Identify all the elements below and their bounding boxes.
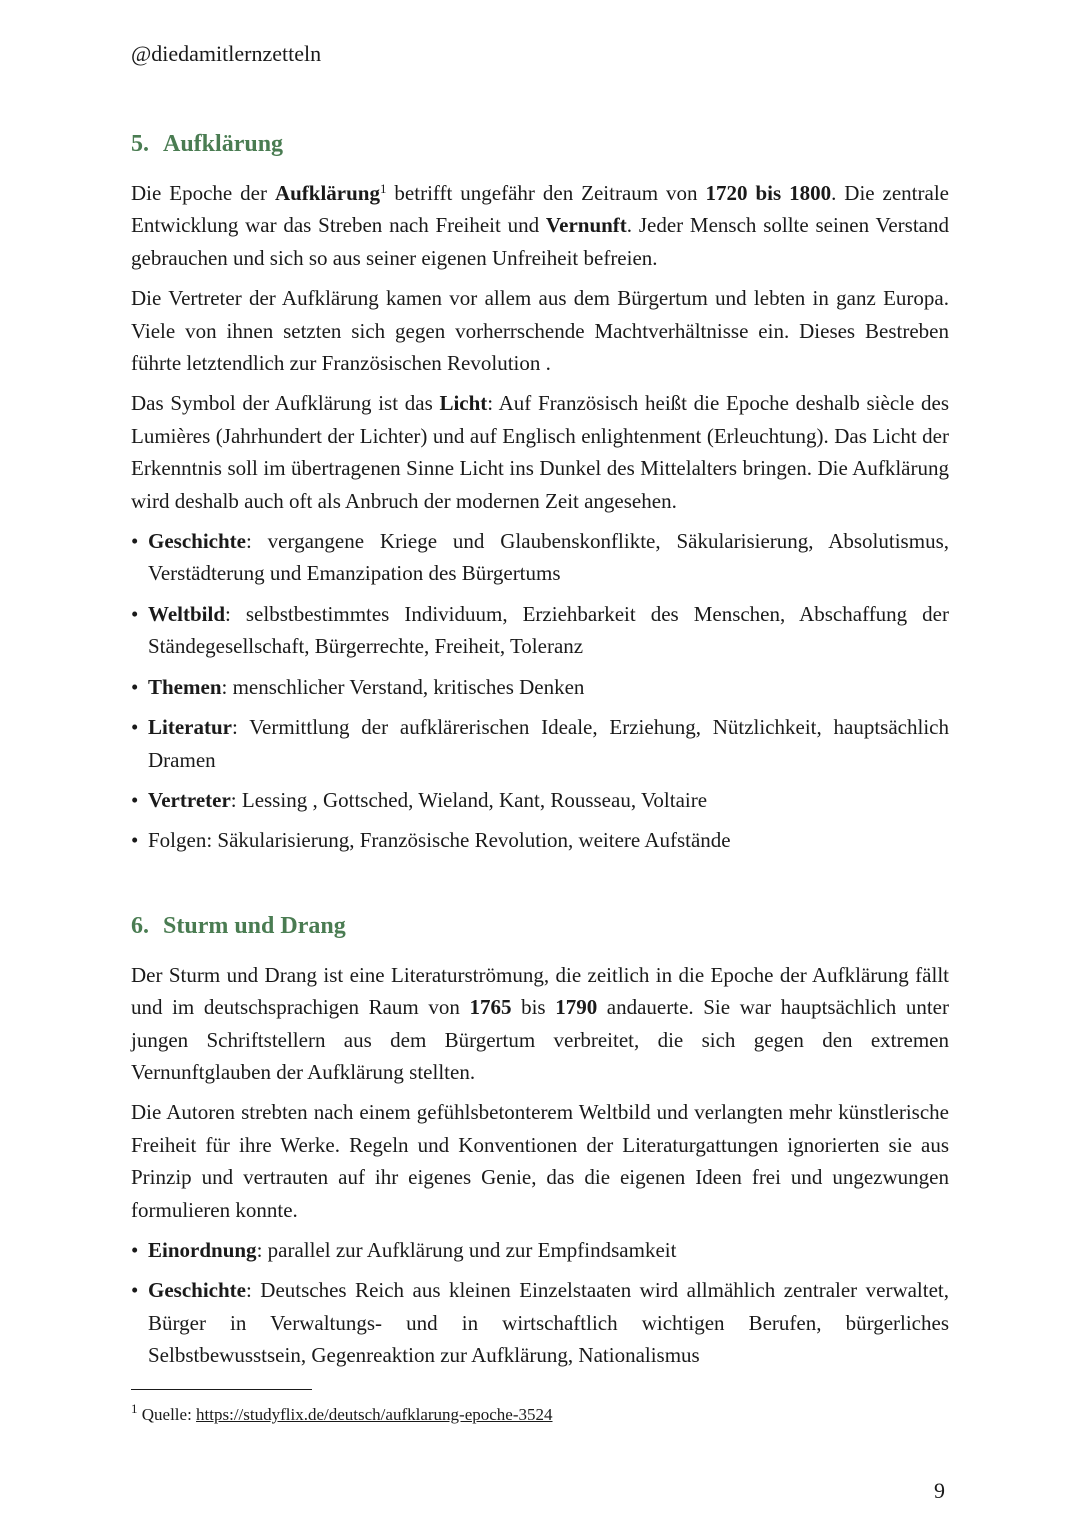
list-item-text: : menschlicher Verstand, kritisches Denken (221, 674, 585, 699)
list-item-text: : Deutsches Reich aus kleinen Einzelstaaten wird allmählich zentraler verwaltet, Bürger in Verwaltungs- und in wirtschaftlich wichtigen Berufen, bürgerliches Selbstbewusstsein, Gegenreaktion zur Aufklärung, Nationalismus (148, 1278, 949, 1368)
list-item-label: Literatur (148, 715, 232, 740)
bullet-dot-icon: • (131, 529, 139, 554)
text-run: . Jeder Mensch sollte seinen Verstand gebrauchen und sich so aus seiner eigenen Unfreiheit befreien. (131, 213, 949, 270)
page-content (131, 124, 949, 1380)
bullet-dot-icon: • (131, 828, 139, 853)
bullet-dot-icon: • (131, 787, 139, 812)
bullet-dot-icon: • (131, 601, 139, 626)
footnote-prefix: Quelle: (141, 1405, 197, 1424)
year-to: 1790 (555, 995, 598, 1020)
bullet-dot-icon: • (131, 1278, 139, 1303)
list-item-text: : Vermittlung der aufklärerischen Ideale, Erziehung, Nützlichkeit, hauptsächlich Dramen (148, 715, 949, 772)
list-item-label: Weltbild (148, 601, 226, 626)
period-range: 1720 bis 1800 (705, 181, 832, 205)
page-header-handle: @diedamitlernzetteln (131, 41, 322, 66)
text-run: : Auf Französisch heißt die Epoche deshalb siècle des Lumières (Jahrhundert der Lichter) und auf Englisch enlightenment (Erleuchtung). Das Licht der Erkenntnis soll im übertragenen Sinne Licht ins Dunkel des Mittelalters bringen. Die Aufklärung wird deshalb auch oft als Anbruch der modernen Zeit angesehen. (131, 391, 949, 513)
section-5-paragraph-2: Die Vertreter der Aufklärung kamen vor allem aus dem Bürgertum und lebten in ganz Europa. Viele von ihnen setzten sich gegen vorherrschende Machtverhältnisse ein. Dieses Bestreben führte letztendlich zur Französischen Revolution . (131, 286, 949, 376)
list-item-label: Einordnung (148, 1237, 257, 1262)
term-aufklaerung: Aufklärung (274, 181, 380, 205)
list-item (131, 824, 949, 856)
footnote-reference[interactable]: 1 (379, 181, 387, 196)
section-6-paragraph-1 (131, 959, 949, 1089)
list-item-label: Vertreter (148, 787, 231, 812)
list-item-label: Themen (148, 674, 222, 699)
list-item (131, 711, 949, 776)
list-item-text: Folgen: Säkularisierung, Französische Revolution, weitere Aufstände (148, 828, 731, 853)
section-6-title: Sturm und Drang (163, 912, 346, 939)
section-5-number: 5. (131, 131, 149, 157)
list-item-label: Geschichte (148, 1278, 246, 1303)
page-number: 9 (934, 1478, 945, 1503)
section-5-paragraph-3 (131, 387, 949, 517)
footnote-mark: 1 (131, 1401, 138, 1416)
text-run: betrifft ungefähr den Zeitraum von (386, 181, 706, 205)
list-item-text: : vergangene Kriege und Glaubenskonflikte, Säkularisierung, Absolutismus, Verstädterung und Emanzipation des Bürgertums (148, 529, 949, 586)
term-vernunft: Vernunft (545, 213, 627, 238)
list-item (131, 598, 949, 663)
footnote-separator (131, 1389, 312, 1390)
section-5-paragraph-1 (131, 177, 949, 274)
text-run: . Die zentrale Entwicklung war das Streben nach Freiheit und (131, 181, 949, 238)
list-item-text: : Lessing , Gottsched, Wieland, Kant, Rousseau, Voltaire (230, 787, 708, 812)
list-item (131, 1234, 949, 1266)
text-run: bis (511, 995, 556, 1020)
list-item (131, 671, 949, 703)
section-6-bullet-list (131, 1234, 949, 1372)
section-6-heading (131, 906, 949, 946)
term-licht: Licht (439, 391, 488, 416)
list-item-text: : parallel zur Aufklärung und zur Empfindsamkeit (256, 1237, 677, 1262)
text-run: Das Symbol der Aufklärung ist das (131, 391, 440, 416)
section-6-paragraph-2: Die Autoren strebten nach einem gefühlsbetonterem Weltbild und verlangten mehr künstlerische Freiheit für ihre Werke. Regeln und Konventionen der Literaturgattungen ignorierten sie aus Prinzip und vertrauten auf ihr eigenes Genie, das die eigenen Ideen frei und ungezwungen formulieren konnte. (131, 1100, 949, 1222)
section-6-number: 6. (131, 912, 149, 939)
list-item-text: : selbstbestimmtes Individuum, Erziehbarkeit des Menschen, Abschaffung der Ständegesellschaft, Bürgerrechte, Freiheit, Toleranz (148, 601, 949, 659)
footnote-source-link[interactable]: https://studyflix.de/deutsch/aufklarung-epoche-3524 (196, 1405, 553, 1424)
bullet-dot-icon: • (131, 674, 139, 699)
section-5-bullet-list (131, 525, 949, 857)
list-item (131, 784, 949, 816)
text-run: andauerte. Sie war hauptsächlich unter jungen Schriftstellern aus dem Bürgertum verbreitet, die sich gegen den extremen Vernunftglauben der Aufklärung stellten. (131, 995, 949, 1084)
list-item (131, 525, 949, 590)
list-item (131, 1274, 949, 1371)
bullet-dot-icon: • (131, 1237, 139, 1262)
bullet-dot-icon: • (131, 715, 139, 740)
section-5-title: Aufklärung (163, 131, 284, 157)
list-item-label: Geschichte (148, 529, 246, 554)
text-run: Die Epoche der (131, 181, 275, 205)
footnote (131, 1401, 553, 1426)
year-from: 1765 (469, 995, 512, 1020)
section-5-heading (131, 124, 949, 164)
text-run: Der Sturm und Drang ist eine Literaturströmung, die zeitlich in die Epoche der Aufklärung fällt und im deutschsprachigen Raum von (131, 962, 949, 1020)
